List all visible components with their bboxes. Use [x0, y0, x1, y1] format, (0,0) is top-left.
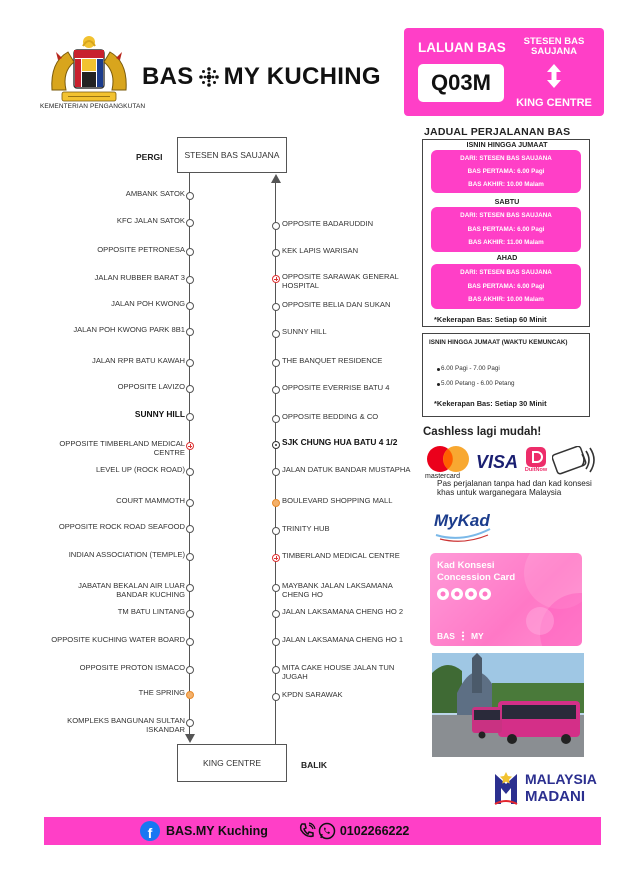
concession-brand-left: BAS — [437, 631, 455, 641]
outbound-stop-label: OPPOSITE PETRONESA — [97, 245, 185, 254]
saturday-heading: SABTU — [494, 197, 520, 206]
up-arrow-icon — [270, 172, 282, 184]
peak-title: ISNIN HINGGA JUMAAT (WAKTU KEMUNCAK) — [429, 339, 568, 346]
mall-stop-icon — [272, 499, 280, 507]
madani-emblem-icon — [491, 770, 521, 808]
sunday-last: BAS AKHIR: 10.00 Malam — [468, 296, 544, 303]
inbound-stop-label: BOULEVARD SHOPPING MALL — [282, 496, 393, 505]
inbound-stop-label: OPPOSITE SARAWAK GENERAL HOSPITAL — [282, 272, 399, 290]
school-stop-icon — [272, 441, 280, 449]
hospital-stop-icon — [272, 554, 280, 562]
inbound-line — [275, 177, 276, 744]
bullet-icon — [437, 368, 440, 371]
whatsapp-icon — [318, 822, 336, 840]
start-terminal-box: STESEN BAS SAUJANA — [177, 137, 287, 173]
cashless-heading: Cashless lagi mudah! — [423, 426, 542, 438]
stop-dot-icon — [186, 610, 194, 618]
down-arrow-icon — [184, 733, 196, 745]
saturday-last: BAS AKHIR: 11.00 Malam — [468, 239, 544, 246]
weekday-card — [431, 150, 581, 193]
end-terminal-box: KING CENTRE — [177, 744, 287, 782]
inbound-stop-label: OPPOSITE BADARUDDIN — [282, 219, 374, 228]
footer-bar — [44, 817, 601, 845]
mall-stop-icon — [186, 691, 194, 699]
stop-dot-icon — [272, 610, 280, 618]
inbound-stop-label: TIMBERLAND MEDICAL CENTRE — [282, 551, 400, 560]
concession-line2: Concession Card — [437, 572, 516, 583]
outbound-stop-label: OPPOSITE PROTON ISMACO — [79, 663, 185, 672]
bullet-icon — [437, 383, 440, 386]
route-code: Q03M — [418, 64, 504, 102]
schedule-box — [422, 139, 590, 327]
concession-brand-right: MY — [470, 631, 484, 641]
inbound-stop-label: OPPOSITE BEDDING & CO — [282, 412, 379, 421]
phone-number[interactable]: 0102266222 — [339, 824, 410, 838]
sunday-card — [431, 264, 581, 309]
saturday-card — [431, 207, 581, 252]
outbound-stop-label: KOMPLEKS BANGUNAN SULTAN ISKANDAR — [67, 716, 185, 734]
concession-card — [430, 553, 582, 646]
mastercard-logo — [423, 445, 473, 483]
stop-dot-icon — [186, 553, 194, 561]
saturday-first: BAS PERTAMA: 6.00 Pagi — [467, 226, 545, 233]
frequency-note: *Kekerapan Bas: Setiap 60 Minit — [434, 315, 547, 324]
stop-dot-icon — [272, 303, 280, 311]
outbound-stop-label: COURT MAMMOTH — [116, 496, 185, 505]
stop-dot-icon — [186, 638, 194, 646]
inbound-stop-label: THE BANQUET RESIDENCE — [282, 356, 383, 365]
inbound-stop-label: JALAN DATUK BANDAR MUSTAPHA — [282, 465, 411, 474]
weekday-from: DARI: STESEN BAS SAUJANA — [460, 155, 552, 162]
inbound-stop-label: OPPOSITE EVERRISE BATU 4 — [282, 383, 390, 392]
saturday-from: DARI: STESEN BAS SAUJANA — [460, 212, 552, 219]
outbound-stop-label: TM BATU LINTANG — [117, 607, 185, 616]
inbound-stop-label: SJK CHUNG HUA BATU 4 1/2 — [282, 437, 398, 447]
inbound-stop-label: MAYBANK JALAN LAKSAMANA CHENG HO — [282, 581, 393, 599]
concession-brand — [437, 631, 484, 641]
outbound-stop-label: JALAN RPR BATU KAWAH — [92, 356, 185, 365]
pass-note: Pas perjalanan tanpa had dan kad konsesi khas untuk warganegara Malaysia — [437, 479, 592, 497]
mastercard-text: mastercard — [425, 473, 461, 480]
stop-dot-icon — [272, 638, 280, 646]
outbound-stop-label: KFC JALAN SATOK — [116, 216, 185, 225]
stop-dot-icon — [186, 499, 194, 507]
stop-dot-icon — [186, 248, 194, 256]
brand-dots-icon — [198, 66, 220, 88]
outbound-stop-label: OPPOSITE KUCHING WATER BOARD — [51, 635, 185, 644]
concession-category-icons — [437, 587, 507, 601]
inbound-stop-label: OPPOSITE BELIA DAN SUKAN — [282, 300, 391, 309]
outbound-stop-label: INDIAN ASSOCIATION (TEMPLE) — [68, 550, 185, 559]
outbound-stop-label: SUNNY HILL — [134, 409, 185, 419]
stop-dot-icon — [186, 719, 194, 727]
ministry-name: KEMENTERIAN PENGANGKUTAN — [40, 103, 146, 110]
weekday-last: BAS AKHIR: 10.00 Malam — [468, 181, 544, 188]
duitnow-text: DuitNow — [524, 467, 548, 473]
contactless-icon — [552, 446, 600, 478]
inbound-stop-label: TRINITY HUB — [282, 524, 330, 533]
outbound-stop-label: THE SPRING — [138, 688, 185, 697]
pergi-label: PERGI — [136, 152, 163, 162]
stop-dot-icon — [186, 219, 194, 227]
bus-photo — [432, 653, 584, 757]
madani-line2: MADANI — [525, 788, 585, 805]
stop-dot-icon — [186, 385, 194, 393]
stop-dot-icon — [186, 328, 194, 336]
stop-dot-icon — [272, 468, 280, 476]
brand-dots-icon — [458, 631, 468, 641]
stop-dot-icon — [186, 525, 194, 533]
inbound-stop-label: KEK LAPIS WARISAN — [282, 246, 359, 255]
malaysia-madani-logo — [491, 770, 603, 808]
hospital-stop-icon — [186, 442, 194, 450]
inbound-stop-label: JALAN LAKSAMANA CHENG HO 2 — [282, 607, 404, 616]
sunday-heading: AHAD — [496, 253, 518, 262]
inbound-stop-label: JALAN LAKSAMANA CHENG HO 1 — [282, 635, 404, 644]
madani-line1: MALAYSIA — [525, 771, 597, 787]
peak-frequency-note: *Kekerapan Bas: Setiap 30 Minit — [434, 399, 547, 408]
brand-left: BAS — [142, 63, 194, 90]
hospital-stop-icon — [272, 275, 280, 283]
outbound-stop-label: JALAN RUBBER BARAT 3 — [94, 273, 185, 282]
inbound-stop-label: MITA CAKE HOUSE JALAN TUN JUGAH — [282, 663, 395, 681]
peak-slot-1: 6.00 Pagi - 7.00 Pagi — [441, 365, 500, 372]
weekday-first: BAS PERTAMA: 6.00 Pagi — [467, 168, 545, 175]
schedule-title: JADUAL PERJALANAN BAS — [424, 126, 571, 138]
stop-dot-icon — [186, 276, 194, 284]
outbound-stop-label: OPPOSITE ROCK ROAD SEAFOOD — [58, 522, 185, 531]
mykad-logo — [432, 505, 494, 543]
stop-dot-icon — [186, 468, 194, 476]
stop-dot-icon — [272, 527, 280, 535]
inbound-stop-label: SUNNY HILL — [282, 327, 327, 336]
stop-dot-icon — [272, 359, 280, 367]
outbound-stop-label: JABATAN BEKALAN AIR LUAR BANDAR KUCHING — [78, 581, 185, 599]
facebook-page-name[interactable]: BAS.MY Kuching — [166, 824, 268, 838]
sunday-first: BAS PERTAMA: 6.00 Pagi — [467, 283, 545, 290]
stop-dot-icon — [272, 330, 280, 338]
route-from: STESEN BAS SAUJANA — [523, 36, 585, 57]
duitnow-logo — [523, 446, 549, 476]
sunday-from: DARI: STESEN BAS SAUJANA — [460, 269, 552, 276]
route-label: LALUAN BAS — [418, 40, 506, 55]
stop-dot-icon — [186, 584, 194, 592]
coat-of-arms-logo — [44, 32, 134, 110]
stop-dot-icon — [272, 249, 280, 257]
stop-dot-icon — [272, 584, 280, 592]
stop-dot-icon — [272, 222, 280, 230]
stop-dot-icon — [186, 666, 194, 674]
outbound-stop-label: AMBANK SATOK — [125, 189, 185, 198]
facebook-icon[interactable]: f — [140, 821, 160, 841]
brand-right: MY KUCHING — [223, 63, 381, 90]
stop-dot-icon — [186, 359, 194, 367]
stop-dot-icon — [272, 693, 280, 701]
route-to: KING CENTRE — [516, 97, 592, 109]
inbound-stop-label: KPDN SARAWAK — [282, 690, 343, 699]
outbound-stop-label: JALAN POH KWONG — [111, 299, 185, 308]
stop-dot-icon — [272, 415, 280, 423]
mykad-text: MyKad — [434, 511, 490, 530]
stop-dot-icon — [186, 302, 194, 310]
stop-dot-icon — [186, 192, 194, 200]
outbound-stop-label: LEVEL UP (ROCK ROAD) — [95, 465, 185, 474]
stop-dot-icon — [186, 413, 194, 421]
peak-slot-2: 5.00 Petang - 6.00 Petang — [441, 380, 515, 387]
weekday-heading: ISNIN HINGGA JUMAAT — [466, 140, 548, 149]
concession-line1: Kad Konsesi — [437, 560, 495, 571]
phone-icon — [298, 822, 316, 840]
balik-label: BALIK — [301, 760, 327, 770]
outbound-stop-label: OPPOSITE TIMBERLAND MEDICAL CENTRE — [59, 439, 185, 457]
visa-logo: VISA — [476, 452, 519, 472]
double-arrow-icon — [539, 63, 569, 89]
outbound-line — [189, 173, 190, 741]
outbound-stop-label: JALAN POH KWONG PARK 8B1 — [73, 325, 185, 334]
route-info-box — [404, 28, 604, 116]
stop-dot-icon — [272, 386, 280, 394]
outbound-stop-label: OPPOSITE LAVIZO — [117, 382, 185, 391]
stop-dot-icon — [272, 666, 280, 674]
brand-title — [142, 63, 381, 91]
